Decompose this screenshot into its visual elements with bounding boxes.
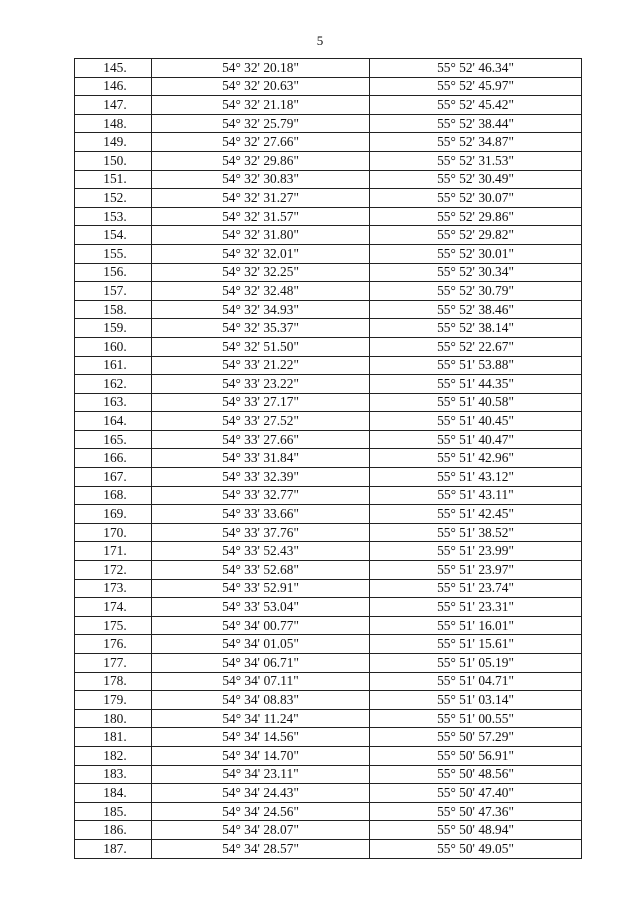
latitude-cell: 54° 33' 52.68" — [152, 561, 370, 580]
point-number-cell: 145. — [75, 59, 152, 78]
latitude-cell: 54° 34' 06.71" — [152, 654, 370, 673]
table-row — [75, 468, 582, 487]
point-number-cell: 178. — [75, 672, 152, 691]
latitude-cell: 54° 33' 52.43" — [152, 542, 370, 561]
longitude-cell: 55° 51' 43.11" — [370, 486, 582, 505]
point-number-cell: 181. — [75, 728, 152, 747]
coordinates-table — [74, 58, 582, 859]
latitude-cell: 54° 33' 53.04" — [152, 598, 370, 617]
latitude-cell: 54° 32' 51.50" — [152, 337, 370, 356]
table-row — [75, 654, 582, 673]
latitude-cell: 54° 32' 32.25" — [152, 263, 370, 282]
point-number-cell: 183. — [75, 765, 152, 784]
longitude-cell: 55° 51' 40.58" — [370, 393, 582, 412]
point-number-cell: 149. — [75, 133, 152, 152]
longitude-cell: 55° 52' 38.44" — [370, 114, 582, 133]
latitude-cell: 54° 33' 31.84" — [152, 449, 370, 468]
longitude-cell: 55° 51' 53.88" — [370, 356, 582, 375]
point-number-cell: 172. — [75, 561, 152, 580]
longitude-cell: 55° 51' 15.61" — [370, 635, 582, 654]
point-number-cell: 185. — [75, 802, 152, 821]
point-number-cell: 160. — [75, 337, 152, 356]
longitude-cell: 55° 52' 22.67" — [370, 337, 582, 356]
longitude-cell: 55° 52' 29.82" — [370, 226, 582, 245]
latitude-cell: 54° 34' 01.05" — [152, 635, 370, 654]
table-row — [75, 96, 582, 115]
table-row — [75, 263, 582, 282]
table-row — [75, 486, 582, 505]
table-row — [75, 300, 582, 319]
latitude-cell: 54° 32' 29.86" — [152, 151, 370, 170]
table-row — [75, 765, 582, 784]
longitude-cell: 55° 52' 34.87" — [370, 133, 582, 152]
longitude-cell: 55° 50' 49.05" — [370, 839, 582, 858]
table-row — [75, 821, 582, 840]
table-row — [75, 207, 582, 226]
table-row — [75, 616, 582, 635]
point-number-cell: 146. — [75, 77, 152, 96]
latitude-cell: 54° 32' 32.48" — [152, 282, 370, 301]
latitude-cell: 54° 33' 52.91" — [152, 579, 370, 598]
table-row — [75, 523, 582, 542]
latitude-cell: 54° 32' 30.83" — [152, 170, 370, 189]
latitude-cell: 54° 34' 28.57" — [152, 839, 370, 858]
latitude-cell: 54° 34' 11.24" — [152, 709, 370, 728]
latitude-cell: 54° 34' 24.56" — [152, 802, 370, 821]
point-number-cell: 167. — [75, 468, 152, 487]
latitude-cell: 54° 32' 27.66" — [152, 133, 370, 152]
point-number-cell: 170. — [75, 523, 152, 542]
point-number-cell: 179. — [75, 691, 152, 710]
longitude-cell: 55° 52' 30.01" — [370, 244, 582, 263]
point-number-cell: 155. — [75, 244, 152, 263]
longitude-cell: 55° 51' 04.71" — [370, 672, 582, 691]
longitude-cell: 55° 51' 42.96" — [370, 449, 582, 468]
point-number-cell: 153. — [75, 207, 152, 226]
latitude-cell: 54° 32' 32.01" — [152, 244, 370, 263]
table-row — [75, 356, 582, 375]
point-number-cell: 150. — [75, 151, 152, 170]
latitude-cell: 54° 34' 00.77" — [152, 616, 370, 635]
longitude-cell: 55° 51' 40.47" — [370, 430, 582, 449]
table-row — [75, 598, 582, 617]
table-row — [75, 579, 582, 598]
table-row — [75, 709, 582, 728]
point-number-cell: 165. — [75, 430, 152, 449]
point-number-cell: 171. — [75, 542, 152, 561]
longitude-cell: 55° 52' 30.49" — [370, 170, 582, 189]
table-row — [75, 505, 582, 524]
point-number-cell: 158. — [75, 300, 152, 319]
latitude-cell: 54° 33' 27.66" — [152, 430, 370, 449]
longitude-cell: 55° 51' 05.19" — [370, 654, 582, 673]
latitude-cell: 54° 33' 32.39" — [152, 468, 370, 487]
point-number-cell: 182. — [75, 746, 152, 765]
table-row — [75, 189, 582, 208]
latitude-cell: 54° 34' 14.56" — [152, 728, 370, 747]
point-number-cell: 173. — [75, 579, 152, 598]
longitude-cell: 55° 52' 46.34" — [370, 59, 582, 78]
longitude-cell: 55° 51' 23.99" — [370, 542, 582, 561]
table-row — [75, 561, 582, 580]
point-number-cell: 169. — [75, 505, 152, 524]
latitude-cell: 54° 32' 20.63" — [152, 77, 370, 96]
point-number-cell: 154. — [75, 226, 152, 245]
point-number-cell: 157. — [75, 282, 152, 301]
longitude-cell: 55° 51' 44.35" — [370, 375, 582, 394]
longitude-cell: 55° 51' 42.45" — [370, 505, 582, 524]
table-row — [75, 337, 582, 356]
table-row — [75, 672, 582, 691]
point-number-cell: 162. — [75, 375, 152, 394]
latitude-cell: 54° 32' 31.57" — [152, 207, 370, 226]
point-number-cell: 168. — [75, 486, 152, 505]
point-number-cell: 176. — [75, 635, 152, 654]
point-number-cell: 184. — [75, 784, 152, 803]
table-row — [75, 151, 582, 170]
longitude-cell: 55° 50' 47.40" — [370, 784, 582, 803]
longitude-cell: 55° 52' 31.53" — [370, 151, 582, 170]
latitude-cell: 54° 34' 28.07" — [152, 821, 370, 840]
latitude-cell: 54° 33' 27.52" — [152, 412, 370, 431]
longitude-cell: 55° 51' 03.14" — [370, 691, 582, 710]
point-number-cell: 148. — [75, 114, 152, 133]
table-row — [75, 542, 582, 561]
longitude-cell: 55° 51' 43.12" — [370, 468, 582, 487]
latitude-cell: 54° 32' 31.27" — [152, 189, 370, 208]
latitude-cell: 54° 32' 34.93" — [152, 300, 370, 319]
longitude-cell: 55° 50' 48.94" — [370, 821, 582, 840]
table-row — [75, 746, 582, 765]
latitude-cell: 54° 34' 23.11" — [152, 765, 370, 784]
latitude-cell: 54° 32' 35.37" — [152, 319, 370, 338]
point-number-cell: 163. — [75, 393, 152, 412]
latitude-cell: 54° 32' 20.18" — [152, 59, 370, 78]
latitude-cell: 54° 34' 24.43" — [152, 784, 370, 803]
page-number: 5 — [316, 33, 324, 48]
longitude-cell: 55° 52' 38.14" — [370, 319, 582, 338]
point-number-cell: 166. — [75, 449, 152, 468]
point-number-cell: 186. — [75, 821, 152, 840]
table-row — [75, 393, 582, 412]
longitude-cell: 55° 51' 00.55" — [370, 709, 582, 728]
longitude-cell: 55° 50' 48.56" — [370, 765, 582, 784]
longitude-cell: 55° 52' 30.79" — [370, 282, 582, 301]
point-number-cell: 180. — [75, 709, 152, 728]
longitude-cell: 55° 50' 47.36" — [370, 802, 582, 821]
table-row — [75, 319, 582, 338]
longitude-cell: 55° 52' 45.42" — [370, 96, 582, 115]
table-row — [75, 133, 582, 152]
latitude-cell: 54° 33' 32.77" — [152, 486, 370, 505]
latitude-cell: 54° 34' 08.83" — [152, 691, 370, 710]
table-row — [75, 375, 582, 394]
longitude-cell: 55° 51' 40.45" — [370, 412, 582, 431]
longitude-cell: 55° 51' 16.01" — [370, 616, 582, 635]
point-number-cell: 159. — [75, 319, 152, 338]
latitude-cell: 54° 33' 33.66" — [152, 505, 370, 524]
point-number-cell: 175. — [75, 616, 152, 635]
longitude-cell: 55° 51' 38.52" — [370, 523, 582, 542]
longitude-cell: 55° 50' 56.91" — [370, 746, 582, 765]
table-row — [75, 430, 582, 449]
longitude-cell: 55° 51' 23.74" — [370, 579, 582, 598]
point-number-cell: 147. — [75, 96, 152, 115]
longitude-cell: 55° 50' 57.29" — [370, 728, 582, 747]
table-row — [75, 244, 582, 263]
table-row — [75, 282, 582, 301]
longitude-cell: 55° 52' 38.46" — [370, 300, 582, 319]
longitude-cell: 55° 52' 45.97" — [370, 77, 582, 96]
table-row — [75, 691, 582, 710]
point-number-cell: 164. — [75, 412, 152, 431]
latitude-cell: 54° 32' 25.79" — [152, 114, 370, 133]
longitude-cell: 55° 52' 30.07" — [370, 189, 582, 208]
table-row — [75, 728, 582, 747]
coordinates-table-body — [75, 59, 582, 859]
point-number-cell: 156. — [75, 263, 152, 282]
longitude-cell: 55° 51' 23.31" — [370, 598, 582, 617]
point-number-cell: 152. — [75, 189, 152, 208]
point-number-cell: 161. — [75, 356, 152, 375]
point-number-cell: 174. — [75, 598, 152, 617]
latitude-cell: 54° 32' 21.18" — [152, 96, 370, 115]
point-number-cell: 187. — [75, 839, 152, 858]
table-row — [75, 635, 582, 654]
latitude-cell: 54° 33' 23.22" — [152, 375, 370, 394]
longitude-cell: 55° 52' 29.86" — [370, 207, 582, 226]
longitude-cell: 55° 52' 30.34" — [370, 263, 582, 282]
point-number-cell: 151. — [75, 170, 152, 189]
table-row — [75, 77, 582, 96]
table-row — [75, 114, 582, 133]
latitude-cell: 54° 34' 14.70" — [152, 746, 370, 765]
table-row — [75, 802, 582, 821]
table-row — [75, 59, 582, 78]
latitude-cell: 54° 32' 31.80" — [152, 226, 370, 245]
table-row — [75, 412, 582, 431]
latitude-cell: 54° 33' 21.22" — [152, 356, 370, 375]
longitude-cell: 55° 51' 23.97" — [370, 561, 582, 580]
latitude-cell: 54° 34' 07.11" — [152, 672, 370, 691]
table-row — [75, 226, 582, 245]
latitude-cell: 54° 33' 37.76" — [152, 523, 370, 542]
table-row — [75, 784, 582, 803]
table-row — [75, 170, 582, 189]
table-row — [75, 449, 582, 468]
latitude-cell: 54° 33' 27.17" — [152, 393, 370, 412]
table-row — [75, 839, 582, 858]
point-number-cell: 177. — [75, 654, 152, 673]
